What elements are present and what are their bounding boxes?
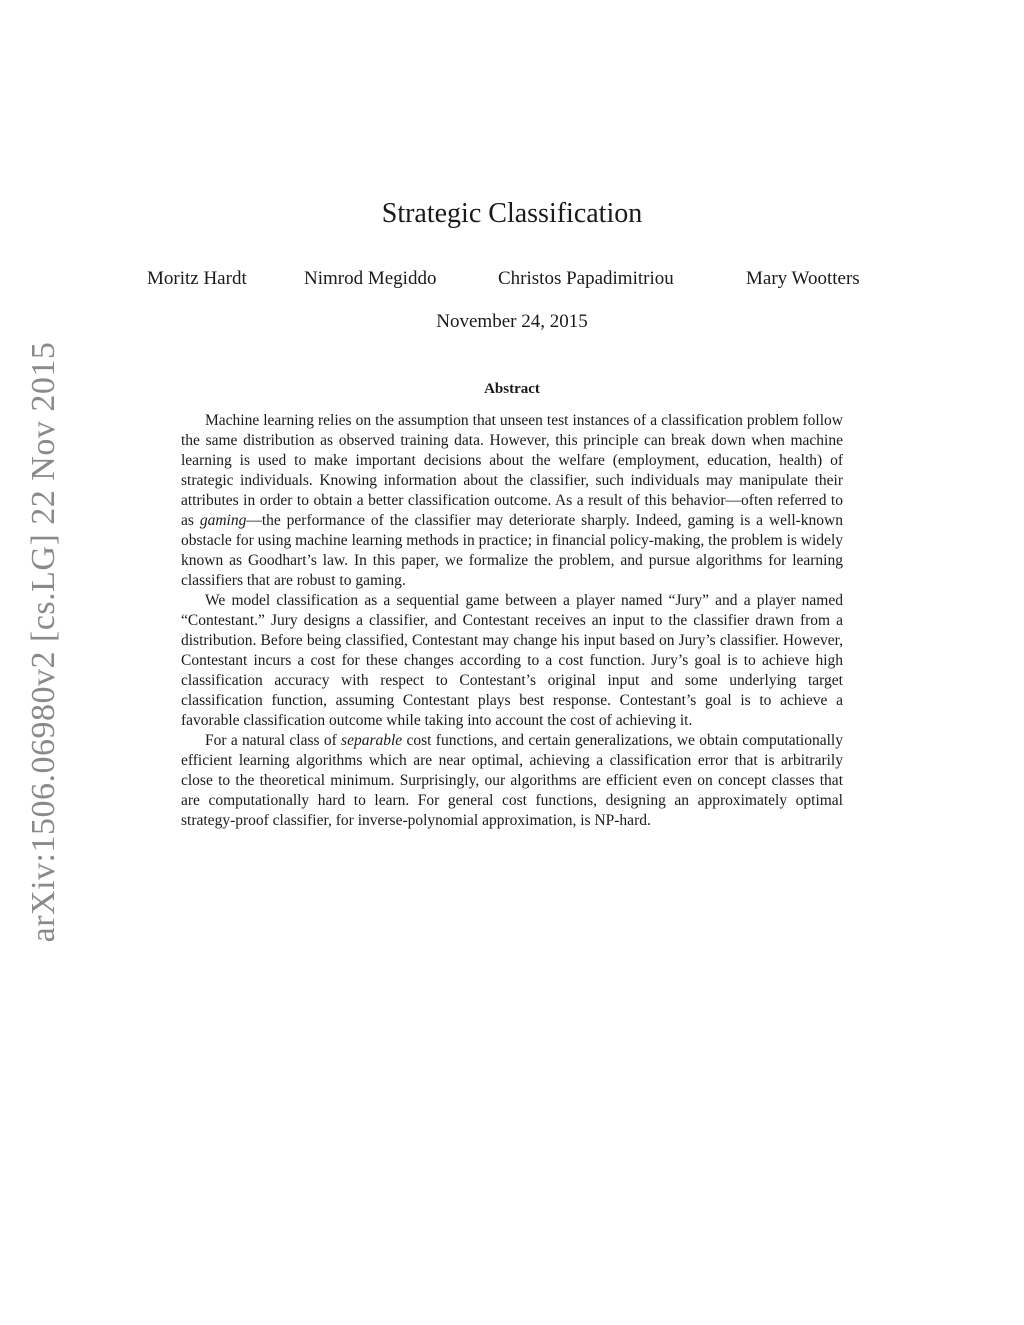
abstract-text: —the performance of the classifier may deteriorate sharply. Indeed, gaming is a well-known obstacle for using machine learning methods in practice; in financial policy-making, the problem is widely known as Goodhart’s law. In this paper, we formalize the problem, and pursue algorithms for learning classifiers that are robust to gaming. (181, 512, 843, 589)
abstract-text: cost functions, and certain generalizations, we obtain computationally efficient learning algorithms which are near optimal, achieving a classification error that is arbitrarily close to the theoretical minimum. Surprisingly, our algorithms are efficient even on concept classes that are computationally hard to learn. For general cost functions, designing an approximately optimal strategy-proof classifier, for inverse-polynomial approximation, is NP-hard. (181, 732, 843, 829)
paper-title: Strategic Classification (381, 198, 643, 229)
abstract-paragraph (181, 731, 843, 831)
publication-date: November 24, 2015 (436, 311, 588, 332)
abstract-paragraph (181, 411, 843, 591)
arxiv-identifier: arXiv:1506.06980v2 [cs.LG] 22 Nov 2015 (25, 341, 62, 943)
abstract-heading: Abstract (484, 381, 540, 397)
author-name: Christos Papadimitriou (498, 268, 674, 289)
author-name: Nimrod Megiddo (304, 268, 437, 289)
author-name: Moritz Hardt (147, 268, 247, 289)
abstract-emphasis: separable (341, 732, 403, 749)
abstract-emphasis: gaming (199, 512, 247, 529)
author-name: Mary Wootters (746, 268, 860, 289)
abstract-text: Machine learning relies on the assumption that unseen test instances of a classification problem follow the same distribution as observed training data. However, this principle can break down when machine learning is used to make important decisions about the welfare (employment, education, health) of strategic individuals. Knowing information about the classifier, such individuals may manipulate their attributes in order to obtain a better classification outcome. As a result of this behavior—often referred to as (181, 412, 843, 529)
author-list (0, 268, 1024, 298)
abstract-paragraph: We model classification as a sequential game between a player named “Jury” and a player named “Contestant.” Jury designs a classifier, and Contestant receives an input to the classifier drawn from a distribution. Before being classified, Contestant may change his input based on Jury’s classifier. However, Contestant incurs a cost for these changes according to a cost function. Jury’s goal is to achieve high classification accuracy with respect to Contestant’s original input and some underlying target classification function, assuming Contestant plays best response. Contestant’s goal is to achieve a favorable classification outcome while taking into account the cost of achieving it. (181, 592, 843, 729)
abstract-text: For a natural class of (205, 732, 342, 749)
abstract-body (181, 411, 843, 831)
